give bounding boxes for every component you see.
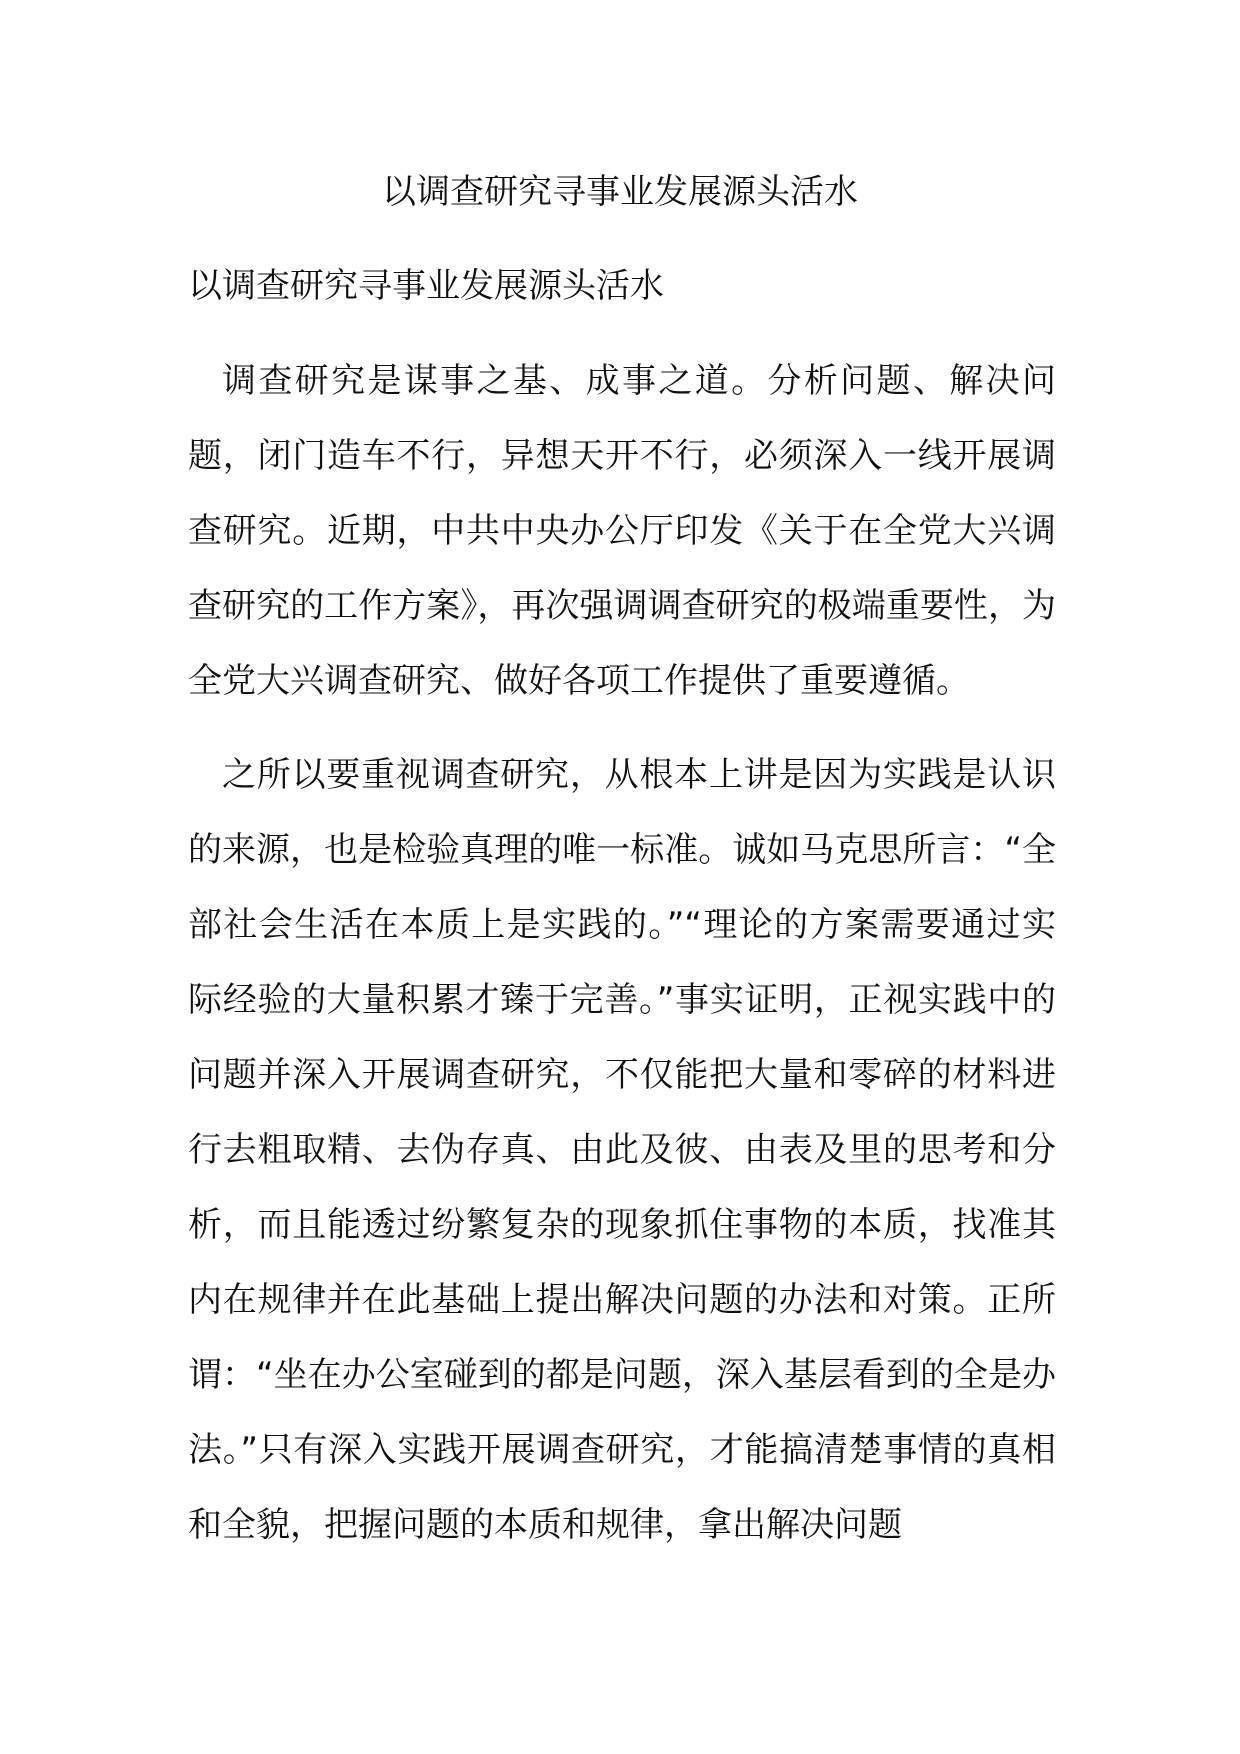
document-subtitle: 以调查研究寻事业发展源头活水 <box>188 266 664 306</box>
paragraph-1: 调查研究是谋事之基、成事之道。分析问题、解决问题，闭门造车不行，异想天开不行，必须深入一线开展调查研究。近期，中共中央办公厅印发《关于在全党大兴调查研究的工作方案》，再次强调调查研究的极端重要性，为全党大兴调查研究、做好各项工作提供了重要遵循。 <box>188 361 1056 701</box>
document-title: 以调查研究寻事业发展源头活水 <box>382 172 858 212</box>
paragraph-2: 之所以要重视调查研究，从根本上讲是因为实践是认识的来源，也是检验真理的唯一标准。诚如马克思所言：“全部社会生活在本质上是实践的。”“理论的方案需要通过实际经验的大量积累才臻于完善。”事实证明，正视实践中的问题并深入开展调查研究，不仅能把大量和零碎的材料进行去粗取精、去伪存真、由此及彼、由表及里的思考和分析，而且能透过纷繁复杂的现象抓住事物的本质，找准其内在规律并在此基础上提出解决问题的办法和对策。正所谓：“坐在办公室碰到的都是问题，深入基层看到的全是办法。”只有深入实践开展调查研究，才能搞清楚事情的真相和全貌，把握问题的本质和规律，拿出解决问题 <box>188 755 1056 1545</box>
